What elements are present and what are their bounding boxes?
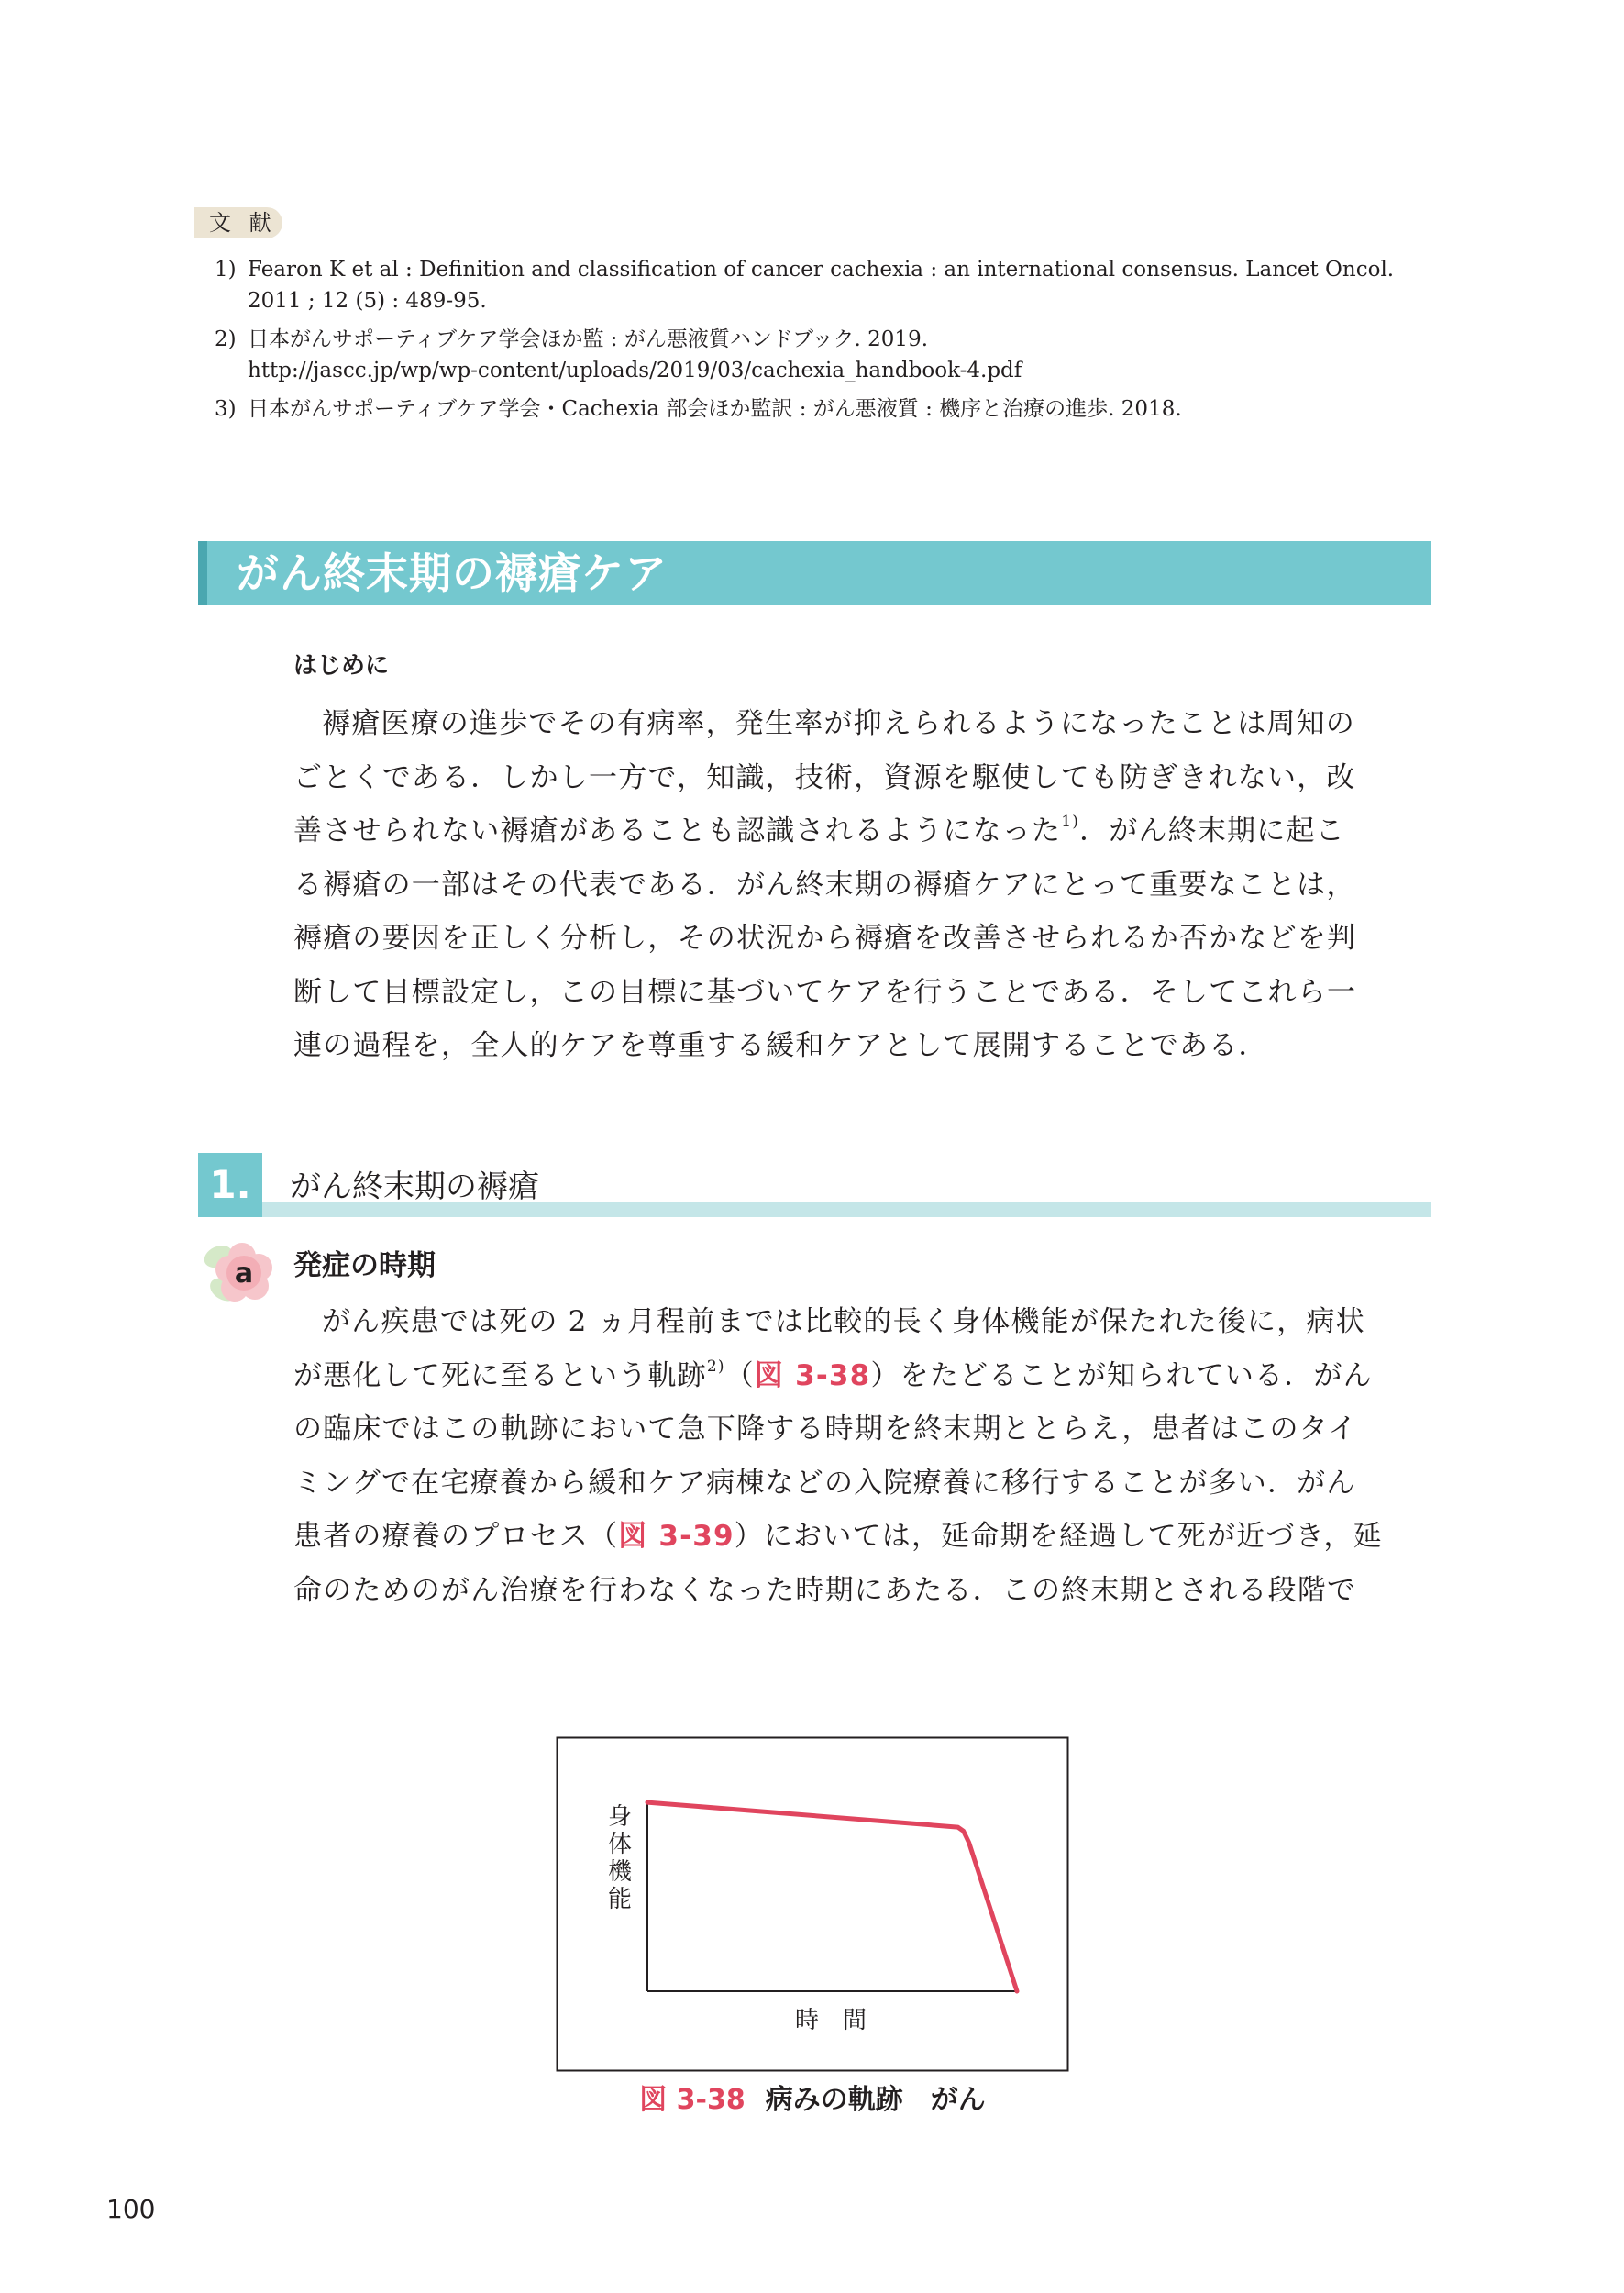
item-letter: a xyxy=(234,1257,254,1290)
reference-text: Fearon K et al : Definition and classification of cancer cachexia : an international consensus. Lancet Oncol. 2011 ; 12 (5) : 489-95. xyxy=(248,258,1395,313)
section-number-badge: 1. xyxy=(198,1153,262,1217)
text-line: 断して目標設定し，この目標に基づいてケアを行うことである．そしてこれら一 xyxy=(293,975,1357,1009)
text-run: （ xyxy=(589,1520,619,1553)
chart-y-axis-label xyxy=(608,1803,633,1913)
text-line: 褥瘡の要因を正しく分析し，その状況から褥瘡を改善させられるか否かなどを判 xyxy=(293,922,1357,955)
reference-url-link[interactable]: http://jascc.jp/wp/wp-content/uploads/2019/03/cachexia_handbook-4.pdf xyxy=(248,359,1022,382)
text-line xyxy=(293,804,1431,858)
reference-text: 日本がんサポーティブケア学会・Cachexia 部会ほか監訳 : がん悪液質 : 機序と治療の進歩. 2018. xyxy=(248,397,1182,421)
text-line: ミングで在宅療養から緩和ケア病棟などの入院療養に移行することが多い．がん xyxy=(293,1466,1356,1500)
page-number: 100 xyxy=(106,2194,156,2224)
text-line xyxy=(293,1510,1431,1564)
figure-number: 図 3-38 xyxy=(639,2084,746,2116)
references-label: 文 献 xyxy=(194,207,282,238)
text-line: る褥瘡の一部はその代表である．がん終末期の褥瘡ケアにとって重要なことは， xyxy=(293,868,1356,902)
figure-caption xyxy=(556,2082,1069,2119)
figure-ref-link[interactable]: 図 3-39 xyxy=(618,1520,735,1553)
text-run: 善させられない褥瘡があることも認識されるようになった xyxy=(293,814,1062,847)
text-line: 褥瘡医療の進歩でその有病率，発生率が抑えられるようになったことは周知の xyxy=(322,707,1355,740)
text-line: がん疾患では死の 2 ヵ月程前までは比較的長く身体機能が保たれた後に，病状 xyxy=(322,1305,1365,1338)
chart-x-axis-label: 時 間 xyxy=(794,2007,867,2034)
text-run: 患者の療養のプロセス xyxy=(293,1520,589,1553)
trajectory-chart xyxy=(556,1736,1069,2072)
reference-item xyxy=(215,393,1434,425)
intro-paragraph xyxy=(293,697,1431,1073)
reference-number: 1) xyxy=(215,258,237,282)
citation-superscript: 2) xyxy=(706,1357,725,1376)
figure-chart xyxy=(556,1736,1069,2072)
item-title: 発症の時期 xyxy=(293,1249,436,1282)
chart-y-axis-label-char: 能 xyxy=(607,1886,633,1913)
text-line: 連の過程を，全人的ケアを尊重する緩和ケアとして展開することである． xyxy=(293,1029,1268,1062)
intro-heading: はじめに xyxy=(293,652,390,680)
text-run: ．がん終末期に起こ xyxy=(1079,814,1345,847)
onset-paragraph xyxy=(293,1295,1431,1617)
reference-text: 日本がんサポーティブケア学会ほか監 : がん悪液質ハンドブック. 2019. xyxy=(248,327,929,351)
flower-badge-icon xyxy=(202,1229,286,1313)
citation-superscript: 1) xyxy=(1061,813,1080,831)
figure-caption-text: 病みの軌跡 がん xyxy=(765,2084,986,2116)
text-line: 命のためのがん治療を行わなくなった時期にあたる．この終末期とされる段階で xyxy=(293,1573,1357,1607)
text-line xyxy=(293,1349,1431,1403)
text-line: ごとくである．しかし一方で，知識，技術，資源を駆使しても防ぎきれない，改 xyxy=(293,760,1356,794)
text-run: （ xyxy=(724,1358,755,1392)
text-run: ）をたどることが知られている．がん xyxy=(870,1358,1373,1392)
text-run: ）においては，延命期を経過して死が近づき，延 xyxy=(734,1520,1383,1553)
reference-item xyxy=(215,254,1434,316)
section-title: がん終末期の褥瘡ケア xyxy=(237,548,668,598)
chart-y-axis-label-char: 身 xyxy=(607,1803,633,1831)
figure-ref-link[interactable]: 図 3-38 xyxy=(754,1358,871,1392)
text-line: の臨床ではこの軌跡において急下降する時期を終末期ととらえ，患者はこのタイ xyxy=(293,1412,1358,1446)
reference-item xyxy=(215,324,1434,386)
subsection-title: がん終末期の褥瘡 xyxy=(290,1169,539,1205)
reference-body xyxy=(248,324,1434,386)
reference-number: 3) xyxy=(215,397,237,421)
references-list xyxy=(215,254,1434,432)
text-run: が悪化して死に至るという軌跡 xyxy=(293,1358,707,1392)
chart-y-axis-label-char: 機 xyxy=(607,1858,633,1886)
chart-y-axis-label-char: 体 xyxy=(607,1831,633,1858)
reference-number: 2) xyxy=(215,327,237,351)
